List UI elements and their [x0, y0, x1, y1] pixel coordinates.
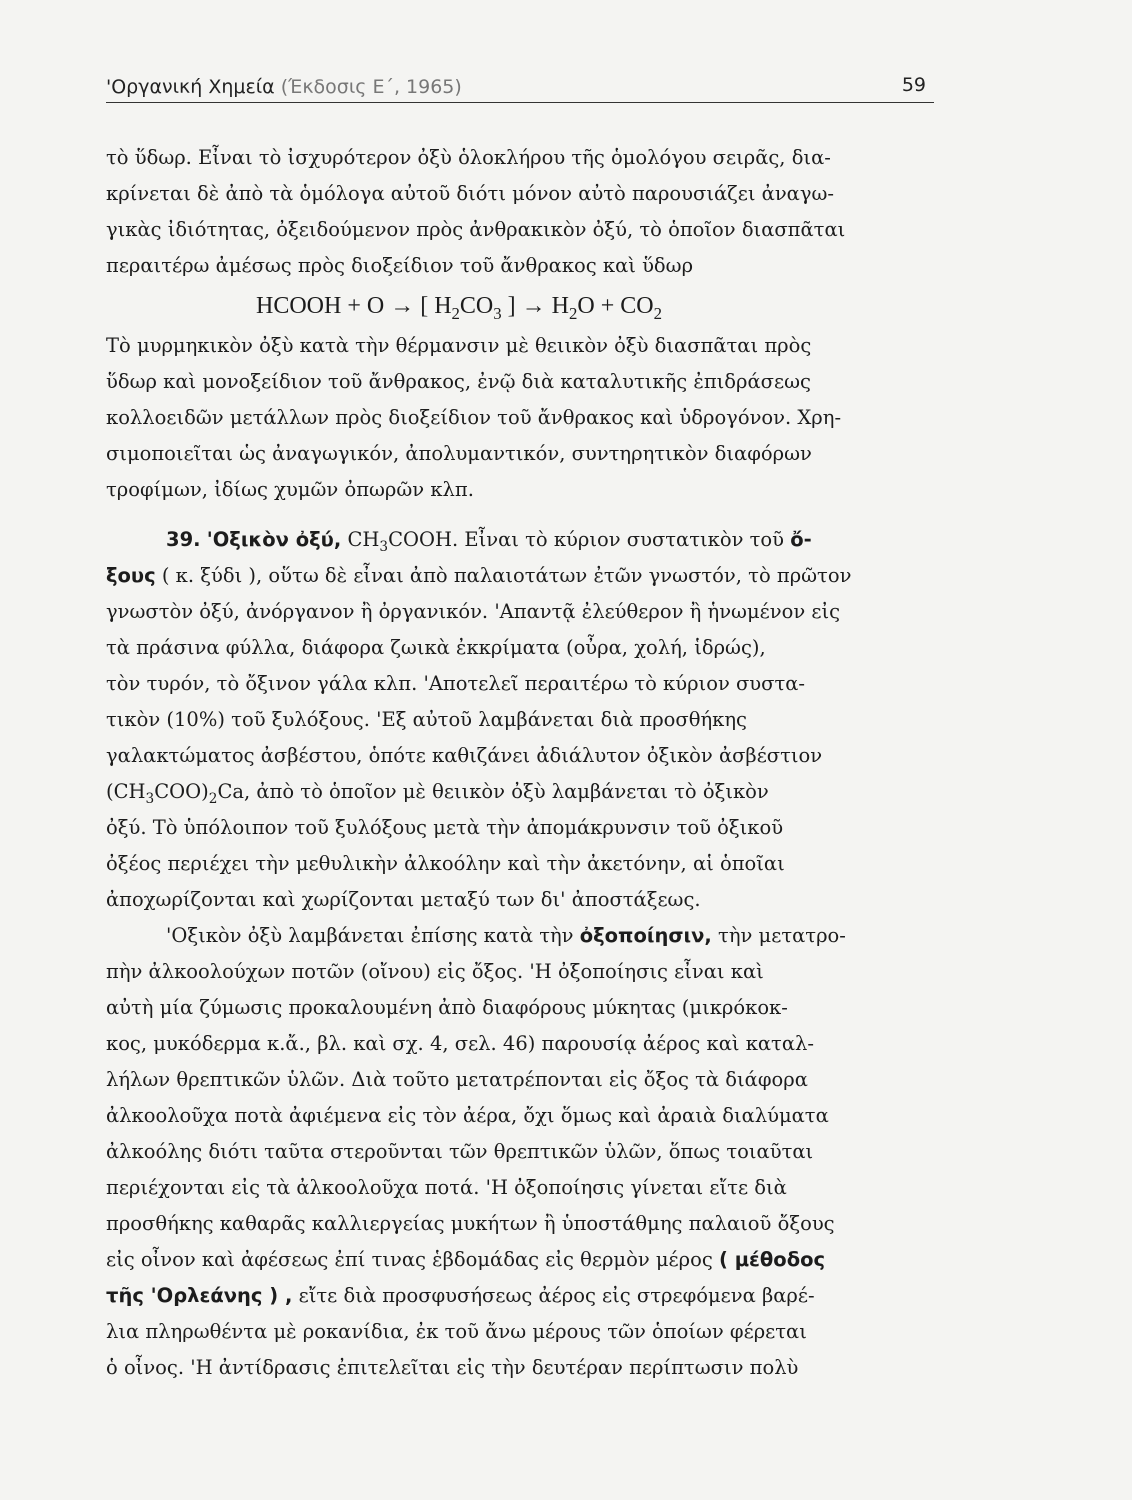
section-heading: 'Οξικὸν ὀξύ,	[206, 528, 342, 551]
text-line: $(CH_3COO)_2Ca$, ἀπὸ τὸ ὁποῖον μὲ θειικὸν ὀξὺ λαμβάνεται τὸ ὀξικὸν	[106, 780, 769, 807]
text-line: ὁ οἶνος. 'Η ἀντίδρασις ἐπιτελεῖται εἰς τὴν δευτέραν περίπτωσιν πολὺ	[106, 1356, 799, 1379]
text-line: τῆς 'Ορλεάνης ) , εἴτε διὰ προσφυσήσεως ἀέρος εἰς στρεφόμενα βαρέ-	[106, 1284, 815, 1307]
text-line: προσθήκης καθαρᾶς καλλιεργείας μυκήτων ἢ ὑποστάθμης παλαιοῦ ὄξους	[106, 1212, 835, 1235]
text-line: εἰς οἶνον καὶ ἀφέσεως ἐπί τινας ἑβδομάδας εἰς θερμὸν μέρος ( μέθοδος	[106, 1248, 826, 1271]
page-number: 59	[901, 74, 926, 96]
text-line: σιμοποιεῖται ὡς ἀναγωγικόν, ἀπολυμαντικόν, συντηρητικὸν διαφόρων	[106, 442, 812, 465]
text-line: ὀξέος περιέχει τὴν μεθυλικὴν ἀλκοόλην καὶ τὴν ἀκετόνην, αἱ ὁποῖαι	[106, 852, 785, 875]
section-heading-line: 39. 'Οξικὸν ὀξύ, $CH_3COOH$. Εἶναι τὸ κύριον συστατικὸν τοῦ ὄ-	[166, 528, 812, 555]
text-line: περαιτέρω ἀμέσως πρὸς διοξείδιον τοῦ ἄνθρακος καὶ ὕδωρ	[106, 254, 694, 277]
running-header	[106, 70, 934, 103]
chemical-equation: HCOOH + O → [ $H_2CO_3$ ] → $H_2O + CO_2$	[256, 293, 662, 323]
text-line: ἀλκοόλης διότι ταῦτα στεροῦνται τῶν θρεπτικῶν ὑλῶν, ὅπως τοιαῦται	[106, 1140, 814, 1163]
header-title: 'Οργανική Χημεία	[106, 76, 275, 98]
text-line: ὀξύ. Τὸ ὑπόλοιπον τοῦ ξυλόξους μετὰ τὴν ἀπομάκρυνσιν τοῦ ὀξικοῦ	[106, 816, 784, 839]
text-line: λήλων θρεπτικῶν ὑλῶν. Διὰ τοῦτο μετατρέπονται εἰς ὄξος τὰ διάφορα	[106, 1068, 808, 1091]
text-line: γνωστὸν ὀξύ, ἀνόργανον ἢ ὀργανικόν. 'Απαντᾷ ἐλεύθερον ἢ ἡνωμένον εἰς	[106, 600, 841, 623]
text-line: τὰ πράσινα φύλλα, διάφορα ζωικὰ ἐκκρίματα (οὖρα, χολή, ἱδρώς),	[106, 636, 766, 659]
header-edition: (Έκδοσις Ε΄, 1965)	[280, 76, 462, 98]
text-line: περιέχονται εἰς τὰ ἀλκοολοῦχα ποτά. 'Η ὀξοποίησις γίνεται εἴτε διὰ	[106, 1176, 787, 1199]
text-line: ἀποχωρίζονται καὶ χωρίζονται μεταξύ των δι' ἀποστάξεως.	[106, 888, 701, 911]
text-line: κος, μυκόδερμα κ.ἄ., βλ. καὶ σχ. 4, σελ. 46) παρουσίᾳ ἀέρος καὶ καταλ-	[106, 1032, 814, 1055]
text-line: αὐτὴ μία ζύμωσις προκαλουμένη ἀπὸ διαφόρους μύκητας (μικρόκοκ-	[106, 996, 788, 1019]
text-line: λια πληρωθέντα μὲ ροκανίδια, ἐκ τοῦ ἄνω μέρους τῶν ὁποίων φέρεται	[106, 1320, 807, 1343]
body-text	[106, 140, 966, 1386]
text-line: πὴν ἀλκοολούχων ποτῶν (οἴνου) εἰς ὄξος. 'Η ὀξοποίησις εἶναι καὶ	[106, 960, 764, 983]
text-line: Τὸ μυρμηκικὸν ὀξὺ κατὰ τὴν θέρμανσιν μὲ θειικὸν ὀξὺ διασπᾶται πρὸς	[106, 334, 812, 357]
text-line: ἀλκοολοῦχα ποτὰ ἀφιέμενα εἰς τὸν ἀέρα, ὄχι ὅμως καὶ ἀραιὰ διαλύματα	[106, 1104, 829, 1127]
text-line: κολλοειδῶν μετάλλων πρὸς διοξείδιον τοῦ ἄνθρακος καὶ ὑδρογόνον. Χρη-	[106, 406, 842, 429]
text-line: γαλακτώματος ἀσβέστου, ὁπότε καθιζάνει ἀδιάλυτον ὀξικὸν ἀσβέστιον	[106, 744, 823, 767]
text-line: κρίνεται δὲ ἀπὸ τὰ ὁμόλογα αὐτοῦ διότι μόνον αὐτὸ παρουσιάζει ἀναγω-	[106, 182, 834, 205]
section-number: 39.	[166, 528, 201, 551]
text-line: τὸν τυρόν, τὸ ὄξινον γάλα κλπ. 'Αποτελεῖ περαιτέρω τὸ κύριον συστα-	[106, 672, 806, 695]
text-line: 'Οξικὸν ὀξὺ λαμβάνεται ἐπίσης κατὰ τὴν ὀξοποίησιν, τὴν μετατρο-	[166, 924, 846, 947]
text-line: τὸ ὕδωρ. Εἶναι τὸ ἰσχυρότερον ὀξὺ ὁλοκλήρου τῆς ὁμολόγου σειρᾶς, δια-	[106, 146, 831, 169]
text-line: γικὰς ἰδιότητας, ὀξειδούμενον πρὸς ἀνθρακικὸν ὀξύ, τὸ ὁποῖον διασπᾶται	[106, 218, 846, 241]
text-line: ὕδωρ καὶ μονοξείδιον τοῦ ἄνθρακος, ἐνῷ διὰ καταλυτικῆς ἐπιδράσεως	[106, 370, 811, 393]
paragraph-gap	[106, 508, 966, 522]
header-title-block	[106, 76, 462, 98]
text-line: τροφίμων, ἰδίως χυμῶν ὀπωρῶν κλπ.	[106, 478, 474, 501]
text-line: ξους ( κ. ξύδι ), οὕτω δὲ εἶναι ἀπὸ παλαιοτάτων ἐτῶν γνωστόν, τὸ πρῶτον	[106, 564, 852, 587]
text-line: τικὸν (10%) τοῦ ξυλόξους. 'Εξ αὐτοῦ λαμβάνεται διὰ προσθήκης	[106, 708, 747, 731]
